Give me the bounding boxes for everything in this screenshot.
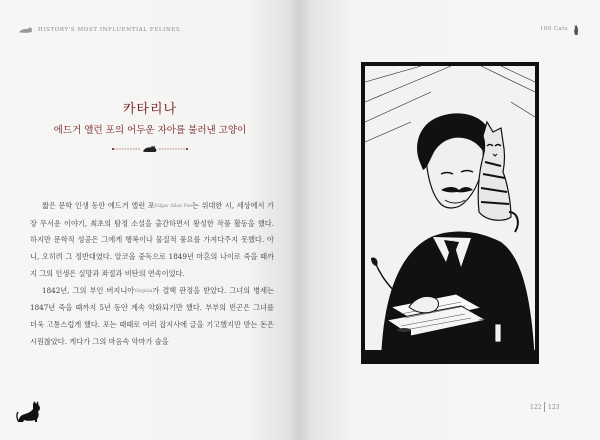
page-number-divider	[544, 402, 545, 412]
right-running-head	[540, 23, 580, 35]
page-numbers	[530, 402, 560, 412]
gloss-english-name: Virginia	[134, 288, 153, 294]
chapter-subtitle: 에드거 앨런 포의 어두운 자아를 불러낸 고양이	[53, 125, 247, 136]
cat-ornament-divider	[110, 143, 190, 155]
page-number-right: 123	[548, 403, 560, 411]
left-running-head	[18, 25, 180, 35]
page-number-left: 122	[530, 403, 542, 411]
paragraph: 1842년, 그의 부인 버지니아Virginia가 결핵 판정을 받았다. 그녀의 병세는 1847년 죽을 때까지 5년 동안 계속 악화되기만 했다. 부부의 빈곤은 그녀를 더욱 고통스럽게 했다. 포는 때때로 여러 잡지사에 글을 기고했지만 받는 돈은 시원찮았다. 게다가 그의 마음속 악마가 술을	[30, 285, 275, 346]
body-text	[30, 198, 274, 350]
cat-silhouette-icon	[572, 22, 580, 36]
black-cat-icon	[16, 398, 46, 424]
paragraph: 짧은 문학 인생 동안 에드거 앨런 포Edgar Allan Poe는 위대한 시, 세상에서 가장 무서운 이야기, 최초의 탐정 소설을 출간하면서 왕성한 작품 활동을 했다. 하지만 문학적 성공은 그에게 행복이나 물질적 풍요를 가져다주지 못했다. 아니, 오히려 그 정반대였다. 알코올 중독으로 1849년 마흔의 나이로 죽을 때까지 그의 인생은 실망과 좌절과 비탄의 연속이었다.	[30, 201, 274, 278]
chapter-title: 카타리나	[122, 102, 178, 117]
left-running-head-text: HISTORY'S MOST INFLUENTIAL FELINES	[38, 27, 181, 33]
right-running-head-text: 100 Cats	[540, 26, 568, 32]
cat-silhouette-icon	[18, 26, 34, 34]
gloss-english-name: Edgar Allan Poe	[154, 204, 192, 209]
poe-with-cat-illustration	[361, 62, 539, 364]
